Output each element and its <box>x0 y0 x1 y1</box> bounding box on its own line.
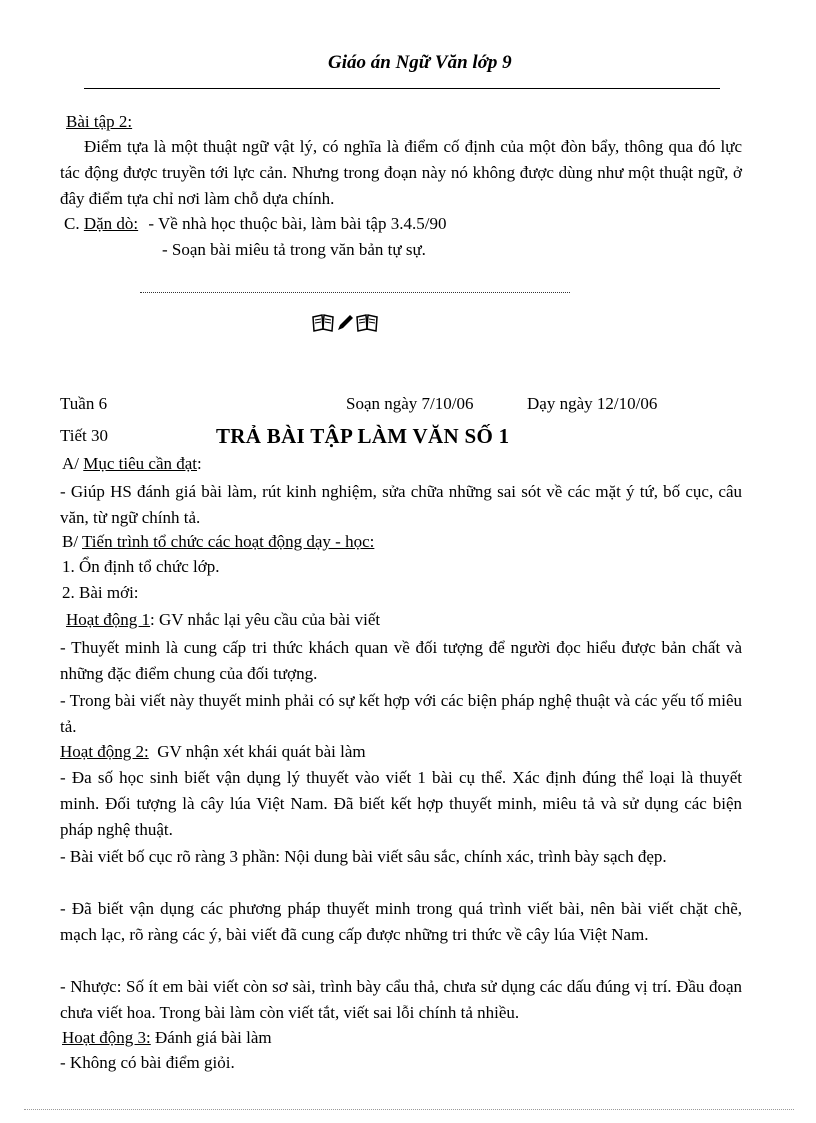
dan-do-item-1: - Về nhà học thuộc bài, làm bài tập 3.4.5/90 <box>148 214 447 233</box>
hoat-dong-3-heading <box>62 1028 272 1048</box>
muc-tieu-colon: : <box>197 454 202 473</box>
hoat-dong-3-p1: - Không có bài điểm giỏi. <box>60 1053 235 1072</box>
hoat-dong-2-rest: GV nhận xét khái quát bài làm <box>148 742 366 761</box>
footer-dotted-border <box>24 1109 794 1110</box>
muc-tieu-label: Mục tiêu cần đạt <box>83 454 198 473</box>
hoat-dong-2-p4: - Nhược: Số ít em bài viết còn sơ sài, trình bày cẩu thả, chưa sử dụng các dấu đúng vị trí. Đầu đoạn chưa viết hoa. Trong bài làm còn viết tắt, viết sai lỗi chính tả nhiều. <box>60 977 742 1022</box>
dan-do-line-1 <box>64 214 446 234</box>
hoat-dong-2-heading <box>60 742 366 762</box>
muc-tieu-prefix: A/ <box>62 454 79 473</box>
tien-trinh-prefix: B/ <box>62 532 79 551</box>
hoat-dong-1-rest: : GV nhắc lại yêu cầu của bài viết <box>150 610 381 629</box>
dan-do-item-2: - Soạn bài miêu tả trong văn bản tự sự. <box>162 240 426 259</box>
tiet-label: Tiết 30 <box>60 426 109 445</box>
tien-trinh-item-2: 2. Bài mới: <box>62 583 139 602</box>
lesson-title: TRẢ BÀI TẬP LÀM VĂN SỐ 1 <box>216 424 510 448</box>
pen-icon <box>336 314 354 332</box>
book-pen-book-icon <box>312 314 378 332</box>
muc-tieu-text: - Giúp HS đánh giá bài làm, rút kinh nghiệm, sửa chữa những sai sót về các mặt ý tứ, bố cục, câu văn, từ ngữ chính tả. <box>60 482 742 527</box>
bai-tap-text: Điểm tựa là một thuật ngữ vật lý, có nghĩa là điểm cố định của một đòn bẩy, thông qua đó lực tác động được truyền tới lực cản. Nhưng trong đoạn này nó không được dùng như một thuật ngữ, ở đây điểm tựa chỉ nơi làm chỗ dựa chính. <box>60 137 742 208</box>
muc-tieu-heading <box>62 454 202 474</box>
hoat-dong-2-p1: - Đa số học sinh biết vận dụng lý thuyết vào viết 1 bài cụ thể. Xác định đúng thể loại là thuyết minh. Đối tượng là cây lúa Việt Nam. Đã biết kết hợp thuyết minh, miêu tả và sử dụng các biện pháp nghệ thuật. <box>60 768 742 839</box>
bai-tap-label: Bài tập 2: <box>66 112 133 131</box>
hoat-dong-1-p1: - Thuyết minh là cung cấp tri thức khách quan về đối tượng để người đọc hiểu được bản chất và những đặc điểm chung của đối tượng. <box>60 638 742 683</box>
open-book-icon <box>312 314 334 332</box>
hoat-dong-3-rest: Đánh giá bài làm <box>150 1028 272 1047</box>
soan-ngay: Soạn ngày 7/10/06 <box>346 394 474 413</box>
hoat-dong-3-label: Hoạt động 3: <box>62 1028 151 1047</box>
hoat-dong-2-p3: - Đã biết vận dụng các phương pháp thuyết minh trong quá trình viết bài, nên bài viết chặt chẽ, mạch lạc, rõ ràng các ý, bài viết đã cung cấp được những tri thức về cây lúa Việt Nam. <box>60 899 742 944</box>
dotted-separator <box>140 292 570 293</box>
bai-tap-heading <box>66 112 132 132</box>
tien-trinh-item-1: 1. Ổn định tổ chức lớp. <box>62 557 220 576</box>
header-rule <box>84 88 720 89</box>
tien-trinh-label: Tiến trình tổ chức các hoạt động dạy - học: <box>82 532 375 551</box>
dan-do-label: Dặn dò: <box>83 214 139 233</box>
hoat-dong-2-label: Hoạt động 2: <box>60 742 149 761</box>
dan-do-prefix: C. <box>64 214 80 233</box>
tien-trinh-heading <box>62 532 374 552</box>
day-ngay: Dạy ngày 12/10/06 <box>527 394 658 413</box>
hoat-dong-1-label: Hoạt động 1 <box>66 610 151 629</box>
hoat-dong-2-p2: - Bài viết bố cục rõ ràng 3 phần: Nội dung bài viết sâu sắc, chính xác, trình bày sạch đẹp. <box>60 847 667 866</box>
hoat-dong-1-heading <box>66 610 380 630</box>
hoat-dong-1-p2: - Trong bài viết này thuyết minh phải có sự kết hợp với các biện pháp nghệ thuật và các yếu tố miêu tả. <box>60 691 742 736</box>
tuan-label: Tuần 6 <box>60 394 108 413</box>
open-book-icon <box>356 314 378 332</box>
page-header-title: Giáo án Ngữ Văn lớp 9 <box>328 52 512 73</box>
